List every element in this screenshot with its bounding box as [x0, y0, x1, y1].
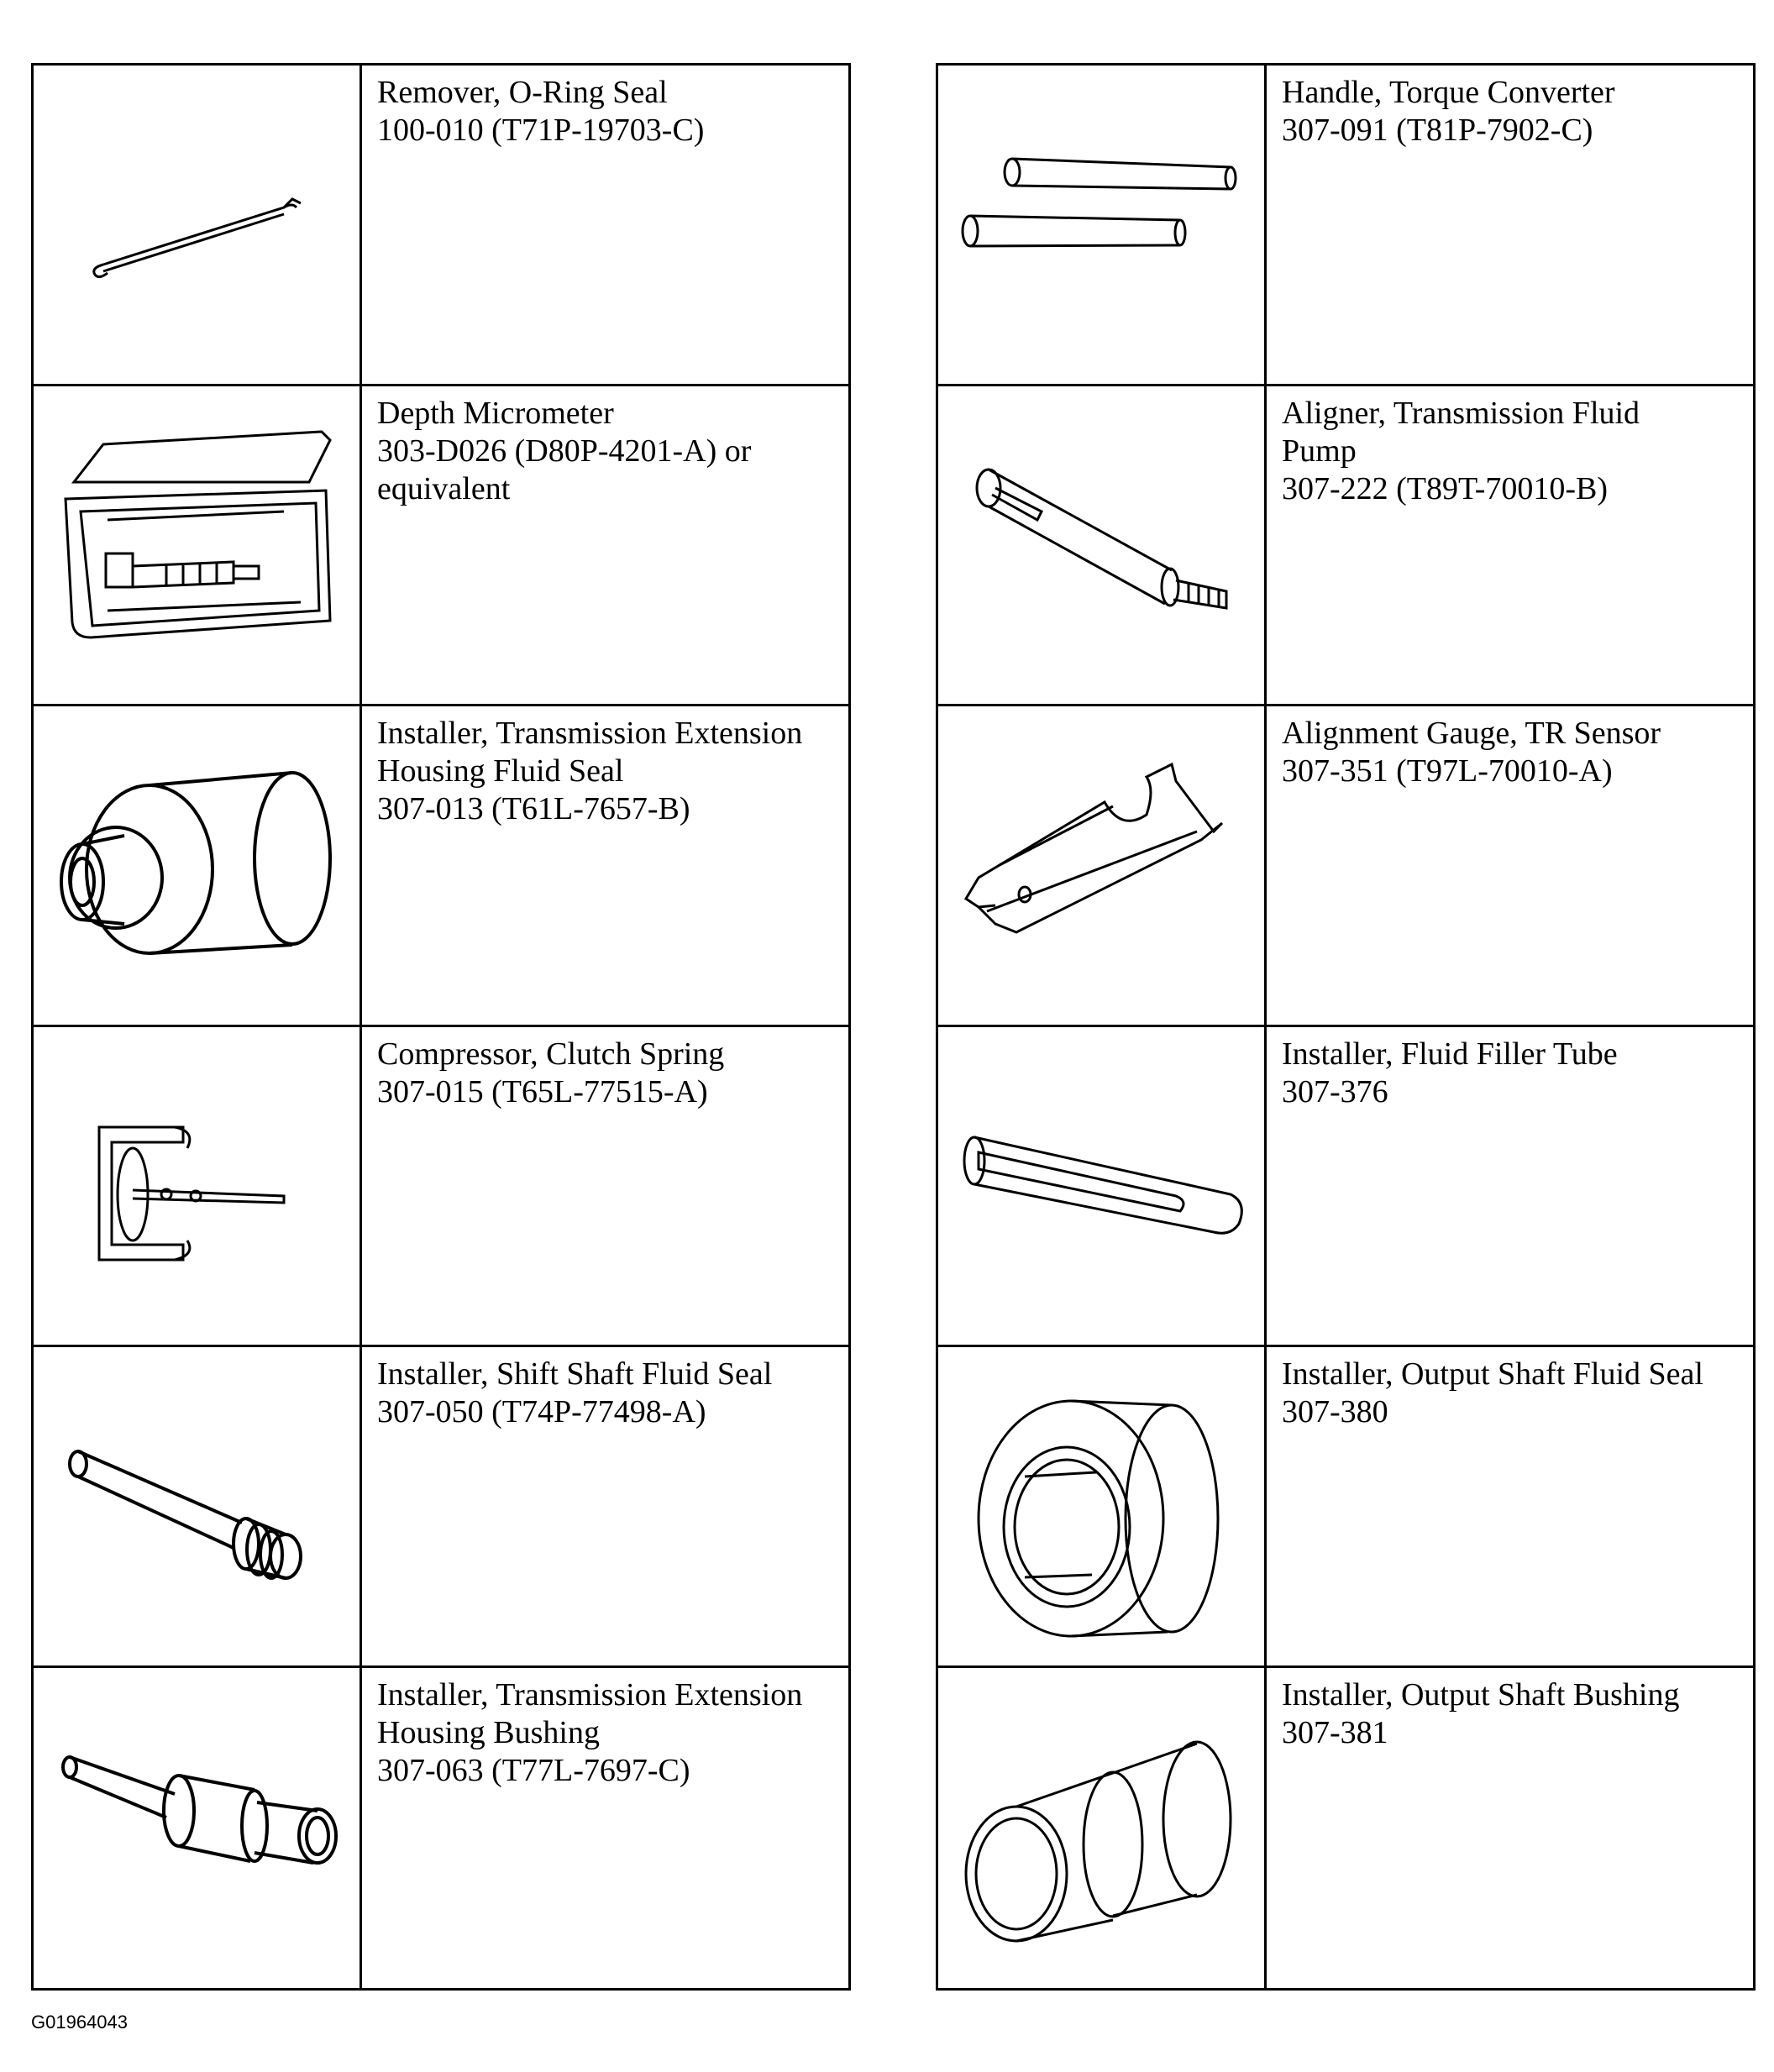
tool-name-cont: Pump: [1282, 433, 1357, 469]
tool-image-cell: [938, 1347, 1267, 1668]
o-ring-remover-icon: [40, 73, 353, 375]
tool-image-cell: [34, 1668, 362, 1989]
tool-number: 307-222 (T89T-70010-B): [1282, 470, 1609, 506]
extension-bushing-installer-icon: [40, 1676, 353, 1979]
tool-description: [362, 386, 848, 707]
tool-description: [1267, 66, 1753, 386]
tool-table-right: [936, 63, 1756, 1991]
tool-image-cell: [34, 1347, 362, 1668]
tool-image-cell: [34, 386, 362, 707]
tool-description: [362, 1347, 848, 1668]
output-bushing-installer-icon: [945, 1676, 1257, 1979]
tr-sensor-gauge-icon: [945, 714, 1257, 1016]
depth-micrometer-icon: [40, 394, 353, 696]
tool-image-cell: [938, 706, 1267, 1027]
tool-name: Installer, Fluid Filler Tube: [1282, 1036, 1618, 1072]
tool-image-cell: [938, 1668, 1267, 1989]
tool-description: [362, 706, 848, 1027]
tool-note: equivalent: [377, 470, 511, 506]
tool-number: 303-D026 (D80P-4201-A) or: [377, 433, 752, 469]
tool-image-cell: [938, 386, 1267, 707]
tool-image-cell: [938, 66, 1267, 386]
filler-tube-installer-icon: [945, 1035, 1257, 1337]
tool-name: Installer, Output Shaft Bushing: [1282, 1676, 1680, 1713]
tool-number: 307-050 (T74P-77498-A): [377, 1394, 706, 1429]
tool-image-cell: [34, 706, 362, 1027]
output-seal-installer-icon: [945, 1355, 1257, 1657]
tool-name: Alignment Gauge, TR Sensor: [1282, 716, 1661, 751]
tool-description: [1267, 1027, 1753, 1348]
tool-name: Remover, O-Ring Seal: [377, 75, 668, 110]
tool-number: 307-380: [1282, 1394, 1388, 1429]
tool-number: 307-376: [1282, 1073, 1388, 1109]
tool-description: [1267, 706, 1753, 1027]
tool-name-cont: Housing Bushing: [377, 1714, 600, 1750]
tool-name: Installer, Transmission Extension: [377, 1676, 803, 1713]
tool-number: 307-063 (T77L-7697-C): [377, 1752, 690, 1788]
tool-description: [1267, 1347, 1753, 1668]
shift-shaft-seal-installer-icon: [40, 1355, 353, 1657]
tool-image-cell: [34, 66, 362, 386]
tool-name: Installer, Transmission Extension: [377, 716, 803, 751]
tool-name: Aligner, Transmission Fluid: [1282, 395, 1640, 431]
tool-name: Handle, Torque Converter: [1282, 75, 1615, 110]
tool-name: Installer, Output Shaft Fluid Seal: [1282, 1356, 1703, 1392]
tool-number: 307-381: [1282, 1714, 1388, 1750]
tool-description: [362, 1668, 848, 1989]
tool-number: 307-091 (T81P-7902-C): [1282, 113, 1593, 148]
tool-image-cell: [938, 1027, 1267, 1348]
tool-table-left: [31, 63, 851, 1991]
extension-seal-installer-icon: [40, 714, 353, 1016]
tool-name-cont: Housing Fluid Seal: [377, 753, 624, 789]
tool-description: [1267, 386, 1753, 707]
torque-converter-handle-icon: [945, 73, 1257, 375]
tool-name: Depth Micrometer: [377, 395, 614, 431]
clutch-spring-compressor-icon: [40, 1035, 353, 1337]
tool-number: 100-010 (T71P-19703-C): [377, 113, 705, 148]
tool-image-cell: [34, 1027, 362, 1348]
pump-aligner-icon: [945, 394, 1257, 696]
tool-number: 307-013 (T61L-7657-B): [377, 791, 690, 826]
tool-name: Installer, Shift Shaft Fluid Seal: [377, 1356, 773, 1392]
tool-description: [1267, 1668, 1753, 1989]
tool-number: 307-015 (T65L-77515-A): [377, 1073, 708, 1109]
tool-number: 307-351 (T97L-70010-A): [1282, 753, 1613, 789]
tool-description: [362, 66, 848, 386]
tool-name: Compressor, Clutch Spring: [377, 1036, 725, 1072]
tool-description: [362, 1027, 848, 1348]
figure-id-label: G01964043: [31, 2012, 128, 2033]
